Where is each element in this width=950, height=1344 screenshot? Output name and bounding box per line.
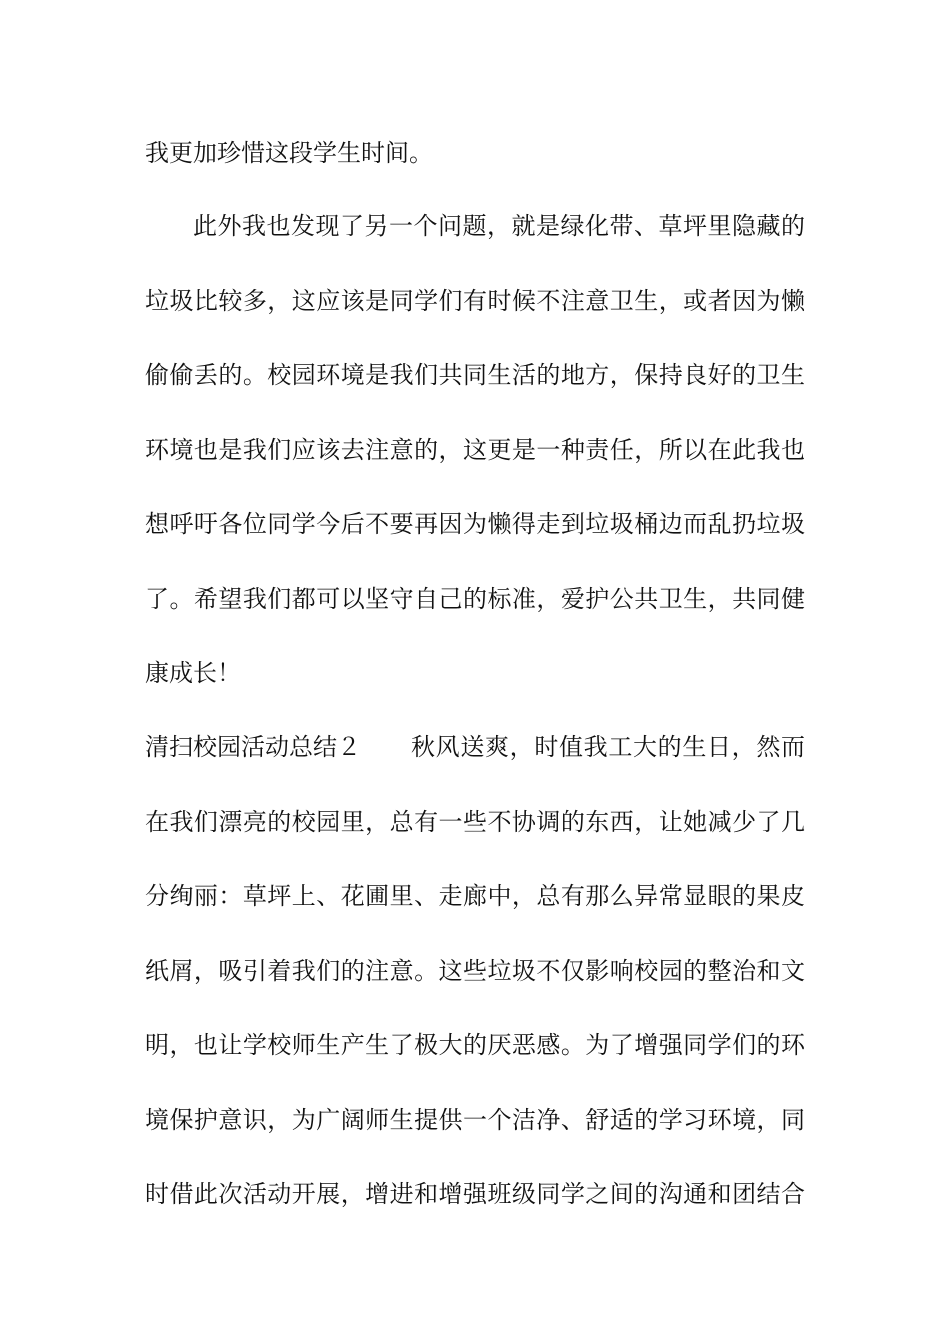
section-first-line: 秋风送爽，时值我工大的生日，然而 (411, 733, 805, 761)
paragraph-line: 了。希望我们都可以坚守自己的标准，爱护公共卫生，共同健 (145, 585, 805, 613)
paragraph-line: 在我们漂亮的校园里，总有一些不协调的东西，让她减少了几 (145, 808, 805, 836)
paragraph-line: 康成长！ (145, 659, 241, 687)
paragraph-line: 想呼吁各位同学今后不要再因为懒得走到垃圾桶边而乱扔垃圾 (145, 510, 805, 538)
paragraph-line: 此外我也发现了另一个问题，就是绿化带、草坪里隐藏的 (193, 212, 805, 240)
paragraph-line: 境保护意识，为广阔师生提供一个洁净、舒适的学习环境，同 (145, 1106, 805, 1134)
paragraph-line: 垃圾比较多，这应该是同学们有时候不注意卫生，或者因为懒 (145, 287, 805, 315)
paragraph-line: 我更加珍惜这段学生时间。 (145, 139, 433, 167)
paragraph-line: 环境也是我们应该去注意的，这更是一种责任，所以在此我也 (145, 436, 805, 464)
paragraph-line: 时借此次活动开展，增进和增强班级同学之间的沟通和团结合 (145, 1180, 805, 1208)
paragraph-line: 偷偷丢的。校园环境是我们共同生活的地方，保持良好的卫生 (145, 361, 805, 389)
paragraph-line: 分绚丽：草坪上、花圃里、走廊中，总有那么异常显眼的果皮 (145, 882, 805, 910)
paragraph-line: 明，也让学校师生产生了极大的厌恶感。为了增强同学们的环 (145, 1031, 805, 1059)
paragraph-line: 纸屑，吸引着我们的注意。这些垃圾不仅影响校园的整治和文 (145, 957, 805, 985)
section-title: 清扫校园活动总结２ (145, 733, 361, 761)
